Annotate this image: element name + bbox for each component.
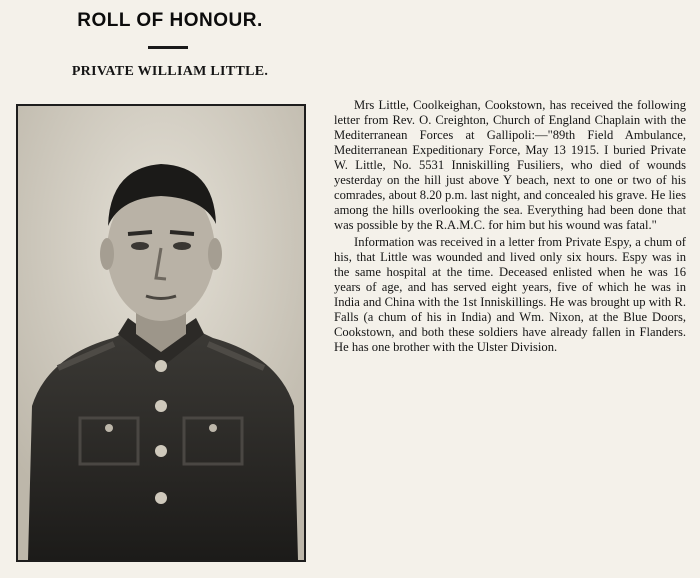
article-paragraph: Mrs Little, Coolkeighan, Cookstown, has received the following letter from Rev. O. Creighton, Church of England Chaplain with the Mediterranean Forces at Gallipoli:—"89th Field Ambulance, Mediterranean Expeditionary Force, May 13 1915. I buried Private W. Little, No. 5531 Inniskilling Fusiliers, who died of wounds yesterday on the hill just above Y beach, next to one or two of his comrades, about 8.20 p.m. last night, and concealed his grave. He lies among the hills overlooking the sea. Everything had been done that was possible by the R.A.M.C. for him but his wound was fatal." (334, 98, 686, 232)
soldier-name-subheading: PRIVATE WILLIAM LITTLE. (71, 64, 269, 79)
article-body (334, 98, 686, 357)
roll-of-honour-heading: ROLL OF HONOUR. (77, 10, 263, 31)
soldier-portrait-photo (16, 104, 306, 562)
article-paragraph: Information was received in a letter from Private Espy, a chum of his, that Little was wounded and lived only six hours. Espy was in the same hospital at the time. Deceased enlisted when he was 16 years of age, and has served eight years, five of which he was in India and China with the 1st Inniskillings. He was brought up with R. Falls (a chum of his in India) and Wm. Nixon, at the Blue Doors, Cookstown, and both these soldiers have already fallen in Flanders. He has one brother with the Ulster Division. (334, 235, 686, 354)
heading-divider (148, 46, 188, 49)
